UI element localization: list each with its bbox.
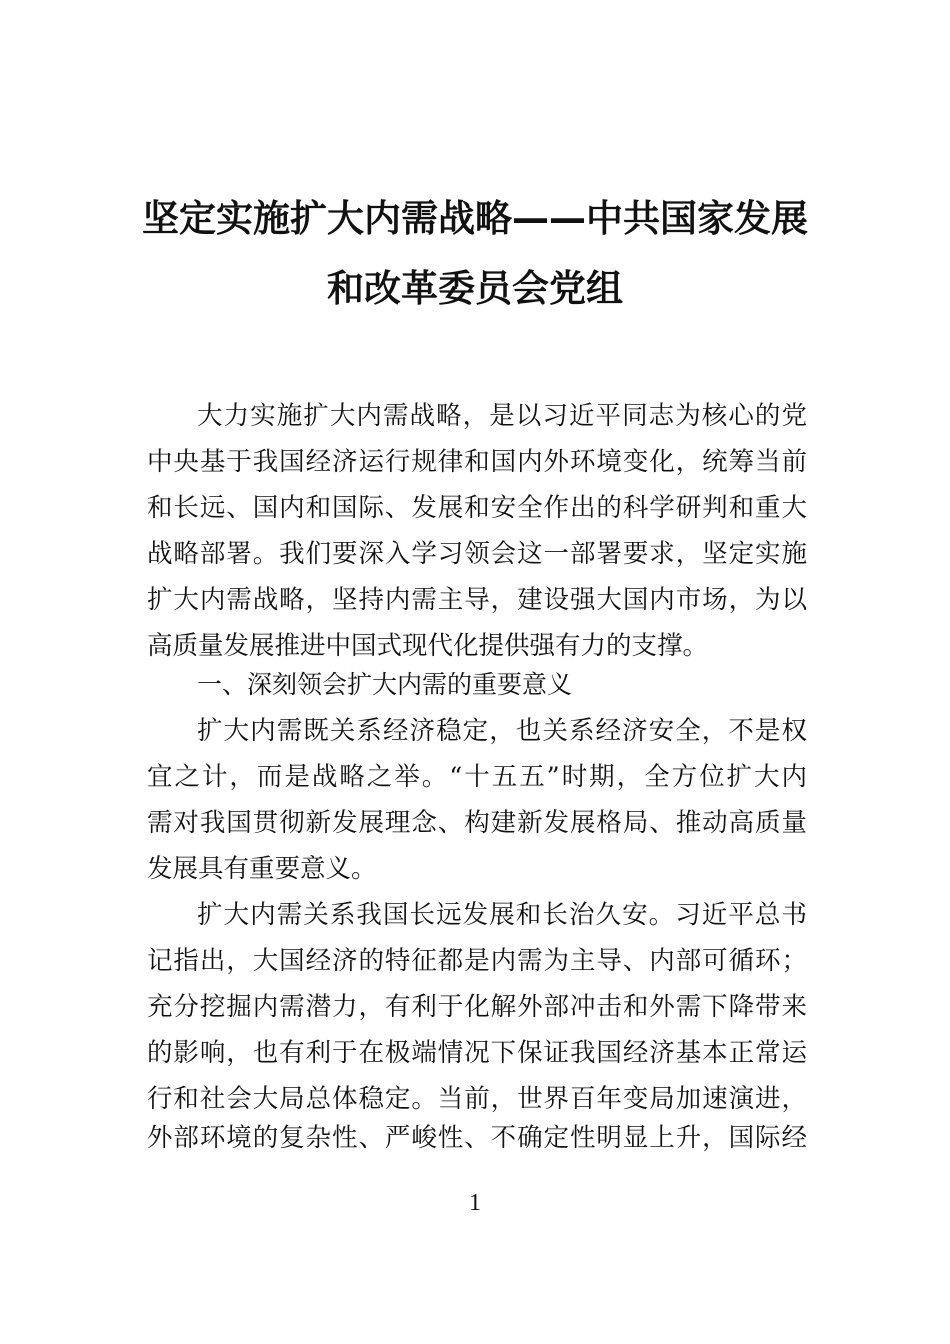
document-title-line-2: 和改革委员会党组 (327, 267, 623, 310)
document-title-line-1: 坚定实施扩大内需战略——中共国家发展 (142, 197, 808, 240)
paragraph-2-line-3: 需对我国贯彻新发展理念、构建新发展格局、推动高质量 (147, 808, 807, 838)
paragraph-3-line-1: 扩大内需关系我国长远发展和长治久安。习近平总书 (197, 900, 807, 930)
paragraph-2-line-4: 发展具有重要意义。 (147, 854, 377, 884)
paragraph-1-line-4: 战略部署。我们要深入学习领会这一部署要求，坚定实施 (147, 539, 807, 569)
paragraph-3-line-2: 记指出，大国经济的特征都是内需为主导、内部可循环； (147, 946, 807, 976)
paragraph-1-line-1: 大力实施扩大内需战略，是以习近平同志为核心的党 (197, 401, 807, 431)
paragraph-1-line-6: 高质量发展推进中国式现代化提供强有力的支撑。 (147, 631, 709, 661)
paragraph-3-line-6: 外部环境的复杂性、严峻性、不确定性明显上升，国际经 (147, 1123, 807, 1153)
paragraph-1-line-3: 和长远、国内和国际、发展和安全作出的科学研判和重大 (147, 493, 807, 523)
section-heading-1: 一、深刻领会扩大内需的重要意义 (197, 670, 573, 699)
paragraph-3-line-3: 充分挖掘内需潜力，有利于化解外部冲击和外需下降带来 (147, 992, 807, 1022)
paragraph-2-line-1: 扩大内需既关系经济稳定，也关系经济安全，不是权 (197, 716, 807, 746)
paragraph-3-line-4: 的影响，也有利于在极端情况下保证我国经济基本正常运 (147, 1038, 807, 1068)
paragraph-3-line-5: 行和社会大局总体稳定。当前，世界百年变局加速演进， (147, 1084, 807, 1114)
paragraph-1-line-2: 中央基于我国经济运行规律和国内外环境变化，统筹当前 (147, 447, 807, 477)
paragraph-1-line-5: 扩大内需战略，坚持内需主导，建设强大国内市场，为以 (147, 585, 807, 615)
paragraph-2-line-2: 宜之计，而是战略之举。“十五五”时期，全方位扩大内 (147, 762, 807, 792)
page-number: 1 (469, 1190, 481, 1216)
